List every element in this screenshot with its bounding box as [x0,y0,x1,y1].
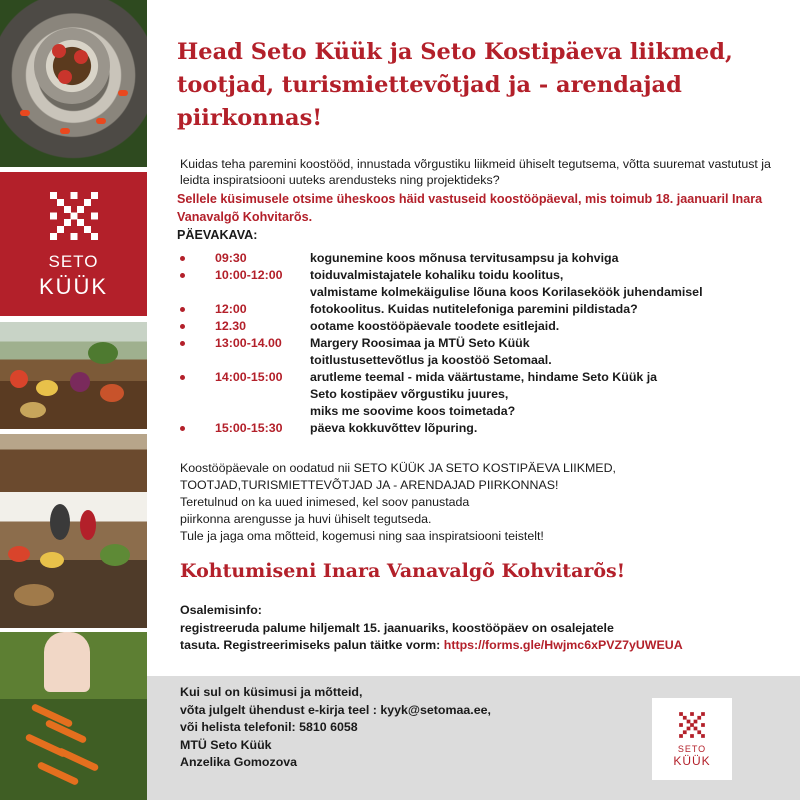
seto-kuuk-logo [0,172,147,316]
agenda-time: 13:00-14.00 [215,336,282,350]
photo-market-table [0,434,147,628]
vegetable-shape [100,384,124,402]
person-shape [50,504,70,540]
apple-shape [74,50,88,64]
photo-child-carrots [0,632,147,800]
agenda-item [175,267,795,301]
logo-text-seto: SETO [48,252,99,271]
plant-shape [100,544,130,566]
footer-logo-seto: SETO [677,744,707,754]
agenda-time: 14:00-15:00 [215,370,283,384]
vegetable-shape [20,402,46,418]
pot-shape [34,28,110,104]
registration-form-link[interactable]: https://forms.gle/Hwjmc6xPVZ7yUWEUA [443,638,683,652]
agenda-time: 12.30 [215,319,247,333]
ember-shape [96,118,106,124]
agenda-title: PÄEVAKAVA: [177,228,258,242]
agenda-list [175,250,795,437]
bullet-icon [180,426,185,431]
agenda-item [175,335,795,369]
bullet-icon [180,273,185,278]
agenda-desc: Margery Roosimaa ja MTÜ Seto Küük toitlustusettevõtlus ja koostöö Setomaal. [310,336,552,367]
agenda-time: 15:00-15:30 [215,421,283,435]
photo-vegetable-market [0,322,147,429]
seto-pattern-icon [46,188,102,244]
basket-shape [14,584,54,606]
agenda-item [175,301,795,318]
child-shape [44,632,90,692]
agenda-desc: arutleme teemal - mida väärtustame, hindame Seto Küük ja Seto kostipäev võrgustiku juures, miks me soovime koos toimetada? [310,370,658,418]
registration-body: registreeruda palume hiljemalt 15. jaanuariks, koostööpäev on osalejatele tasuta. Registreerimiseks palun täitke vorm: [180,621,614,652]
logo-text-kuuk: KÜÜK [38,274,109,299]
person-shape [80,510,96,540]
carrot-shape [57,747,100,772]
event-announcement: Sellele küsimusele otsime üheskoos häid vastuseid koostööpäeval, mis toimub 18. jaanuaril Inara Vanavalgõ Kohvitarõs. [177,192,763,224]
footer-contact-panel [147,676,800,800]
agenda-item [175,369,795,420]
bullet-icon [180,307,185,312]
invitation-text: Koostööpäevale on oodatud nii SETO KÜÜK JA SETO KOSTIPÄEVA LIIKMED, TOOTJAD,TURISMIETTEVÕTJAD JA - ARENDAJAD PIIRKONNAS! Teretulnud on ka uued inimesed, kel soov panustada piirkonna arengusse ja huvi ühiselt tegutseda. Tule ja jaga oma mõtteid, kogemusi ning saa inspiratsiooni teistelt! [180,461,616,543]
agenda-desc: kogunemine koos mõnusa tervitusampsu ja kohviga [310,251,619,265]
agenda-desc: toiduvalmistajatele kohaliku toidu koolitus, valmistame kolmekäigulise lõuna koos Korilaseköök juhendamisel [310,268,703,299]
photo-column [0,0,147,800]
main-content [147,0,800,800]
footer-logo-kuuk: KÜÜK [673,754,711,768]
meeting-heading: Kohtumiseni Inara Vanavalgõ Kohvitarõs! [180,560,626,582]
bullet-icon [180,341,185,346]
vegetable-shape [10,370,28,388]
seto-pattern-icon [677,710,707,740]
registration-text [180,620,780,654]
agenda-desc: ootame koostööpäevale toodete esitlejaid. [310,319,560,333]
agenda-time: 12:00 [215,302,247,316]
agenda-time: 10:00-12:00 [215,268,283,282]
vegetable-shape [36,380,58,396]
footer-logo [652,698,732,780]
agenda-item [175,420,795,437]
vegetable-shape [40,552,64,568]
ember-shape [20,110,30,116]
agenda-item [175,250,795,267]
carrot-shape [37,761,80,786]
ember-shape [118,90,128,96]
apple-shape [58,70,72,84]
page-title: Head Seto Küük ja Seto Kostipäeva liikmed, tootjad, turismiettevõtjad ja - arendajad piirkonnas! [177,39,733,131]
apple-shape [52,44,66,58]
bullet-icon [180,256,185,261]
contact-text: Kui sul on küsimusi ja mõtteid, võta julgelt ühendust e-kirja teel : kyyk@setomaa.ee, või helista telefonil: 5810 6058 MTÜ Seto Küük Anzelika Gomozova [180,685,491,769]
vegetable-shape [8,546,30,562]
vegetable-shape [70,372,90,392]
agenda-item [175,318,795,335]
bullet-icon [180,324,185,329]
photo-pot-on-fire [0,0,147,167]
intro-text: Kuidas teha paremini koostööd, innustada võrgustiku liikmeid ühiselt tegutsema, võtta suuremat vastutust ja leidta inspiratsiooni uuteks arendusteks ning projektideks? [180,157,771,187]
plant-shape [88,342,118,364]
agenda-desc: fotokoolitus. Kuidas nutitelefoniga paremini pildistada? [310,302,638,316]
bullet-icon [180,375,185,380]
agenda-time: 09:30 [215,251,247,265]
agenda-desc: päeva kokkuvõttev lõpuring. [310,421,478,435]
ember-shape [60,128,70,134]
registration-label: Osalemisinfo: [180,603,262,617]
